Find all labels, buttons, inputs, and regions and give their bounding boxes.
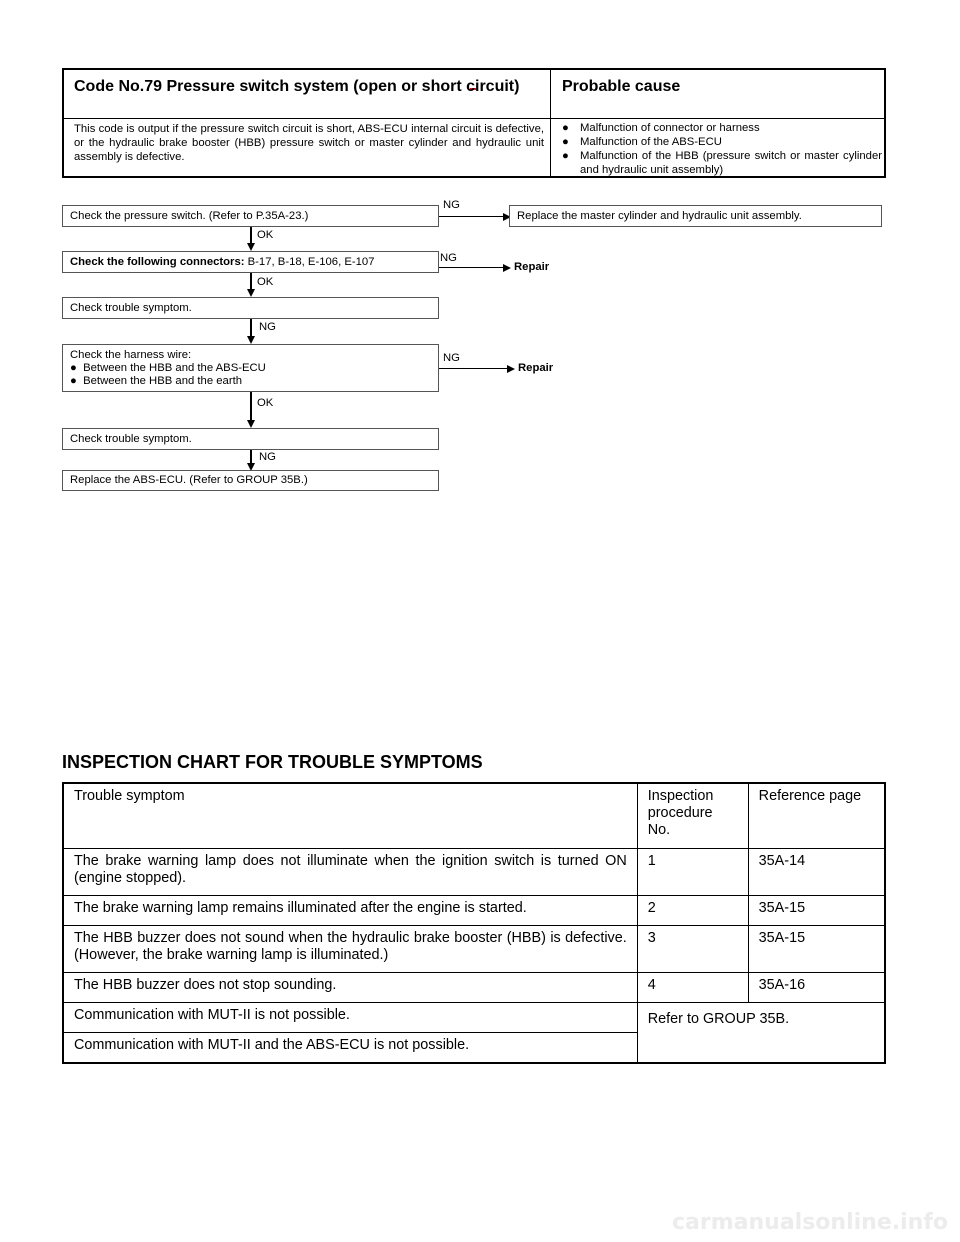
flow-result-repair: Repair <box>518 362 554 374</box>
ng-label: NG <box>443 199 460 211</box>
flow-step-check-connectors: Check the following connectors: B-17, B-18, E-106, E-107 <box>62 251 439 273</box>
bullet-icon: ● <box>562 136 569 148</box>
merged-reference-cell: Refer to GROUP 35B. <box>637 1003 885 1064</box>
symptom-cell: Communication with MUT-II and the ABS-ECU is not possible. <box>63 1033 637 1064</box>
table-row <box>63 926 885 973</box>
column-header: Trouble symptom <box>63 783 637 849</box>
trouble-symptom-table <box>62 782 886 1064</box>
arrow-right-icon <box>439 368 513 369</box>
flow-step-replace-abs-ecu: Replace the ABS-ECU. (Refer to GROUP 35B.) <box>62 470 439 491</box>
ng-label: NG <box>440 252 457 264</box>
flow-result-replace-master-cylinder: Replace the master cylinder and hydraulic unit assembly. <box>509 205 882 227</box>
table-row <box>63 896 885 926</box>
symptom-cell: The HBB buzzer does not stop sounding. <box>63 973 637 1003</box>
procedure-cell: 3 <box>637 926 748 973</box>
procedure-cell: 4 <box>637 973 748 1003</box>
column-header: Reference page <box>748 783 885 849</box>
procedure-cell: 2 <box>637 896 748 926</box>
table-row <box>63 849 885 896</box>
code-description: This code is output if the pressure switch circuit is short, ABS-ECU internal circuit is defective, or the hydraulic brake booster (HBB) pressure switch or master cylinder and hydraulic unit assembly is defective. <box>74 123 544 163</box>
bullet-icon: ● <box>562 150 569 162</box>
section-title: INSPECTION CHART FOR TROUBLE SYMPTOMS <box>62 752 483 772</box>
symptom-cell: The brake warning lamp remains illuminated after the engine is started. <box>63 896 637 926</box>
arrow-right-icon <box>439 216 509 217</box>
ok-label: OK <box>257 397 274 409</box>
table-row <box>63 973 885 1003</box>
probable-cause-header: Probable cause <box>562 78 681 95</box>
reference-cell: 35A-14 <box>748 849 885 896</box>
flow-step-check-trouble-symptom: Check trouble symptom. <box>62 297 439 319</box>
arrow-right-icon <box>439 267 509 268</box>
ok-label: OK <box>257 276 274 288</box>
symptom-cell: The HBB buzzer does not sound when the hydraulic brake booster (HBB) is defective. (However, the brake warning lamp is illuminated.) <box>63 926 637 973</box>
arrow-down-icon <box>250 450 252 469</box>
procedure-cell: 1 <box>637 849 748 896</box>
bullet-icon: ● <box>562 122 569 134</box>
reference-cell: 35A-16 <box>748 973 885 1003</box>
symptom-cell: The brake warning lamp does not illuminate when the ignition switch is turned ON (engine stopped). <box>63 849 637 896</box>
flow-step-check-harness-wire: Check the harness wire: ● Between the HBB and the ABS-ECU ● Between the HBB and the earth <box>62 344 439 392</box>
ok-label: OK <box>257 229 274 241</box>
reference-cell: 35A-15 <box>748 926 885 973</box>
arrow-down-icon <box>250 273 252 295</box>
table-row <box>63 1003 885 1033</box>
flow-step-check-trouble-symptom-2: Check trouble symptom. <box>62 428 439 450</box>
ng-label: NG <box>259 321 276 333</box>
watermark: carmanualsonline.info <box>672 1210 948 1235</box>
ng-label: NG <box>443 352 460 364</box>
arrow-down-icon <box>250 392 252 426</box>
arrow-down-icon <box>250 319 252 342</box>
bullet-icon: ● <box>70 375 77 387</box>
probable-cause-list <box>562 121 882 177</box>
arrow-down-icon <box>250 227 252 249</box>
bullet-icon: ● <box>70 362 77 374</box>
column-header: Inspection procedure No. <box>637 783 748 849</box>
cause-item: ● Malfunction of connector or harness <box>562 122 760 134</box>
table-header-row <box>63 783 885 849</box>
reference-cell: 35A-15 <box>748 896 885 926</box>
cause-item: ● Malfunction of the ABS-ECU <box>562 136 722 148</box>
code-title: Code No.79 Pressure switch system (open or short circuit) <box>74 78 520 95</box>
symptom-cell: Communication with MUT-II is not possible. <box>63 1003 637 1033</box>
ng-label: NG <box>259 451 276 463</box>
flow-step-check-pressure-switch: Check the pressure switch. (Refer to P.35A-23.) <box>62 205 439 227</box>
code-table <box>62 68 886 178</box>
cause-item: ● Malfunction of the HBB (pressure switch or master cylinder and hydraulic unit assembly) <box>562 150 882 176</box>
flow-result-repair: Repair <box>514 261 550 273</box>
